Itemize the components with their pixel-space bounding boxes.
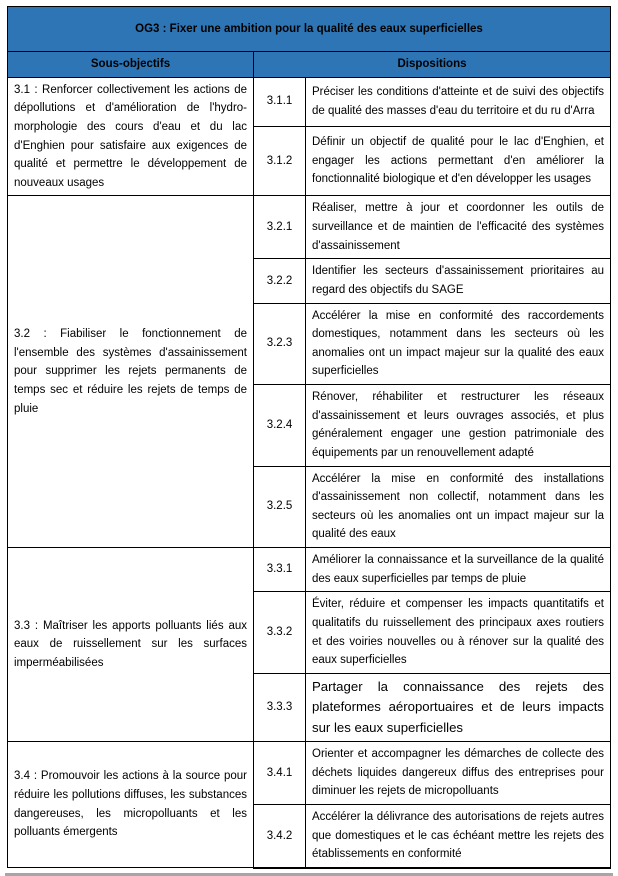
- objective-cell-3-3: 3.3 : Maîtriser les apports polluants liés aux eaux de ruissellement sur les surfaces imperméabilisées: [8, 548, 254, 742]
- disposition-text-3-4-1: Orienter et accompagner les démarches de collecte des déchets liquides dangereux diffus des entreprises pour diminuer les rejets de micropolluants: [306, 742, 611, 805]
- disposition-text-3-2-1: Réaliser, mettre à jour et coordonner les outils de surveillance et de maintien de l'efficacité des systèmes d'assainissement: [306, 196, 611, 259]
- disposition-text-3-2-5: Accélérer la mise en conformité des installations d'assainissement non collectif, notamment dans les secteurs où les anomalies ont un impact majeur sur la qualité des eaux: [306, 466, 611, 548]
- disposition-text-3-1-1: Préciser les conditions d'atteinte et de suivi des objectifs de qualité des masses d'eau du territoire et du ru d'Arra: [306, 77, 611, 126]
- table-title: OG3 : Fixer une ambition pour la qualité des eaux superficielles: [8, 7, 611, 52]
- disposition-code-3-3-1: 3.3.1: [254, 548, 306, 592]
- disposition-code-3-4-2: 3.4.2: [254, 804, 306, 867]
- disposition-code-3-2-3: 3.2.3: [254, 303, 306, 385]
- disposition-code-3-2-2: 3.2.2: [254, 259, 306, 303]
- disposition-code-3-2-1: 3.2.1: [254, 196, 306, 259]
- objective-cell-3-1: 3.1 : Renforcer collectivement les actions de dépollutions et d'amélioration de l'hydro-morphologie des cours d'eau et du lac d'Enghien pour satisfaire aux exigences de qualité et permettre le développement de nouveaux usages: [8, 77, 254, 196]
- table-row: [8, 77, 611, 126]
- disposition-text-3-2-3: Accélérer la mise en conformité des raccordements domestiques, notamment dans les secteurs où les anomalies ont un impact majeur sur la qualité des eaux superficielles: [306, 303, 611, 385]
- disposition-text-3-1-2: Définir un objectif de qualité pour le lac d'Enghien, et engager les actions permettant d'en améliorer la fonctionnalité biologique et d'en développer les usages: [306, 126, 611, 196]
- objective-cell-3-4: 3.4 : Promouvoir les actions à la source pour réduire les pollutions diffuses, les substances dangereuses, les micropolluants et les polluants émergents: [8, 742, 254, 868]
- disposition-text-3-3-3: Partager la connaissance des rejets des plateformes aéroportuaires et de leurs impacts sur les eaux superficielles: [306, 673, 611, 741]
- col-header-sous-objectifs: Sous-objectifs: [8, 52, 254, 78]
- column-header-row: [8, 52, 611, 78]
- table-row: [8, 548, 611, 592]
- page-bottom-rule: [5, 873, 613, 876]
- table-row: [8, 196, 611, 259]
- table-row: [8, 742, 611, 805]
- col-header-dispositions: Dispositions: [254, 52, 611, 78]
- disposition-text-3-2-2: Identifier les secteurs d'assainissement prioritaires au regard des objectifs du SAGE: [306, 259, 611, 303]
- disposition-code-3-2-4: 3.2.4: [254, 385, 306, 467]
- disposition-code-3-2-5: 3.2.5: [254, 466, 306, 548]
- objectives-table: [7, 6, 611, 869]
- disposition-code-3-4-1: 3.4.1: [254, 742, 306, 805]
- disposition-code-3-1-1: 3.1.1: [254, 77, 306, 126]
- table-title-row: [8, 7, 611, 52]
- disposition-text-3-3-2: Éviter, réduire et compenser les impacts quantitatifs et qualitatifs du ruissellement des principaux axes routiers et des voiries nouvelles ou à rénover sur la qualité des eaux superficielles: [306, 592, 611, 674]
- disposition-text-3-2-4: Rénover, réhabiliter et restructurer les réseaux d'assainissement et leurs ouvrages associés, et plus généralement engager une gestion patrimoniale des équipements par un renouvellement adapté: [306, 385, 611, 467]
- disposition-code-3-3-3: 3.3.3: [254, 673, 306, 741]
- disposition-code-3-1-2: 3.1.2: [254, 126, 306, 196]
- disposition-text-3-4-2: Accélérer la délivrance des autorisations de rejets autres que domestiques et le cas échéant mettre les rejets des établissements en conformité: [306, 804, 611, 867]
- objective-cell-3-2: 3.2 : Fiabiliser le fonctionnement de l'ensemble des systèmes d'assainissement pour supprimer les rejets permanents de temps sec et réduire les rejets de temps de pluie: [8, 196, 254, 548]
- disposition-code-3-3-2: 3.3.2: [254, 592, 306, 674]
- disposition-text-3-3-1: Améliorer la connaissance et la surveillance de la qualité des eaux superficielles par temps de pluie: [306, 548, 611, 592]
